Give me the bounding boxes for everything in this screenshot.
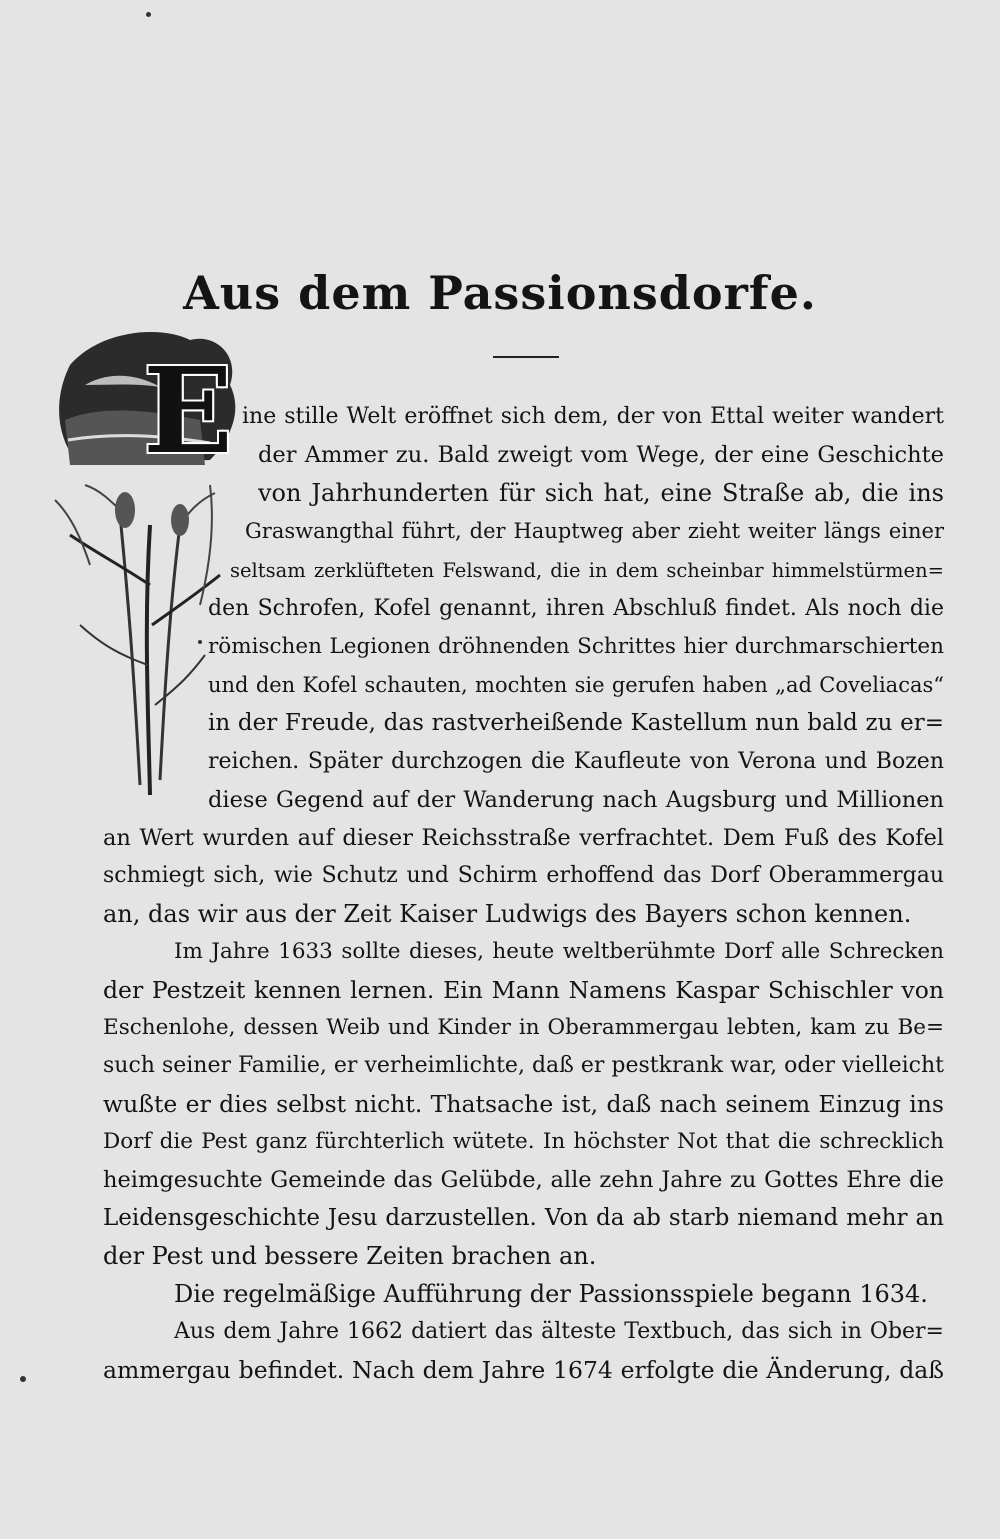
text-line: Dorf die Pest ganz fürchterlich wütete. In höchster Not that die schrecklich (103, 1129, 944, 1154)
text-line: der Pestzeit kennen lernen. Ein Mann Namens Kaspar Schischler von (103, 976, 944, 1004)
text-line: Eschenlohe, dessen Weib und Kinder in Oberammergau lebten, kam zu Be= (103, 1015, 944, 1040)
text-line: schmiegt sich, wie Schutz und Schirm erhoffend das Dorf Oberammergau (103, 863, 944, 888)
text-line: Leidensgeschichte Jesu darzustellen. Von da ab starb niemand mehr an (103, 1205, 944, 1231)
text-line: der Ammer zu. Bald zweigt vom Wege, der eine Geschichte (258, 442, 944, 468)
text-line: seltsam zerklüfteten Felswand, die in dem scheinbar himmelstürmen= (230, 559, 944, 582)
text-line: in der Freude, das rastverheißende Kastellum nun bald zu er= (208, 710, 944, 736)
text-line: wußte er dies selbst nicht. Thatsache ist, daß nach seinem Einzug ins (103, 1090, 944, 1118)
text-line: römischen Legionen dröhnenden Schrittes hier durchmarschierten (208, 634, 944, 659)
text-line: reichen. Später durchzogen die Kaufleute von Verona und Bozen (208, 749, 944, 774)
text-line: diese Gegend auf der Wanderung nach Augsburg und Millionen (208, 787, 944, 813)
drop-cap: E (143, 341, 233, 480)
text-line: ammergau befindet. Nach dem Jahre 1674 erfolgte die Änderung, daß (103, 1356, 944, 1384)
text-line: der Pest und bessere Zeiten brachen an. (103, 1242, 597, 1270)
text-line: den Schrofen, Kofel genannt, ihren Abschluß findet. Als noch die (208, 596, 944, 621)
print-speck (20, 1376, 26, 1382)
print-speck (198, 640, 202, 644)
text-line: Im Jahre 1633 sollte dieses, heute weltberühmte Dorf alle Schrecken (174, 939, 944, 964)
text-line: an Wert wurden auf dieser Reichsstraße verfrachtet. Dem Fuß des Kofel (103, 825, 944, 851)
text-line: heimgesuchte Gemeinde das Gelübde, alle zehn Jahre zu Gottes Ehre die (103, 1167, 944, 1193)
text-line: von Jahrhunderten für sich hat, eine Straße ab, die ins (258, 479, 944, 507)
text-line: Graswangthal führt, der Hauptweg aber zieht weiter längs einer (245, 519, 944, 543)
text-line: und den Kofel schauten, mochten sie gerufen haben „ad Coveliacas“ (208, 673, 944, 697)
text-line: Aus dem Jahre 1662 datiert das älteste Textbuch, das sich in Ober= (174, 1319, 944, 1344)
text-line: an, das wir aus der Zeit Kaiser Ludwigs des Bayers schon kennen. (103, 900, 912, 928)
text-line: Die regelmäßige Aufführung der Passionsspiele begann 1634. (174, 1280, 928, 1308)
chapter-title: Aus dem Passionsdorfe. (183, 266, 817, 320)
text-line: such seiner Familie, er verheimlichte, daß er pestkrank war, oder vielleicht (103, 1053, 944, 1078)
title-divider (493, 356, 559, 358)
text-line: ine stille Welt eröffnet sich dem, der von Ettal weiter wandert (242, 404, 944, 429)
print-speck (146, 12, 151, 17)
